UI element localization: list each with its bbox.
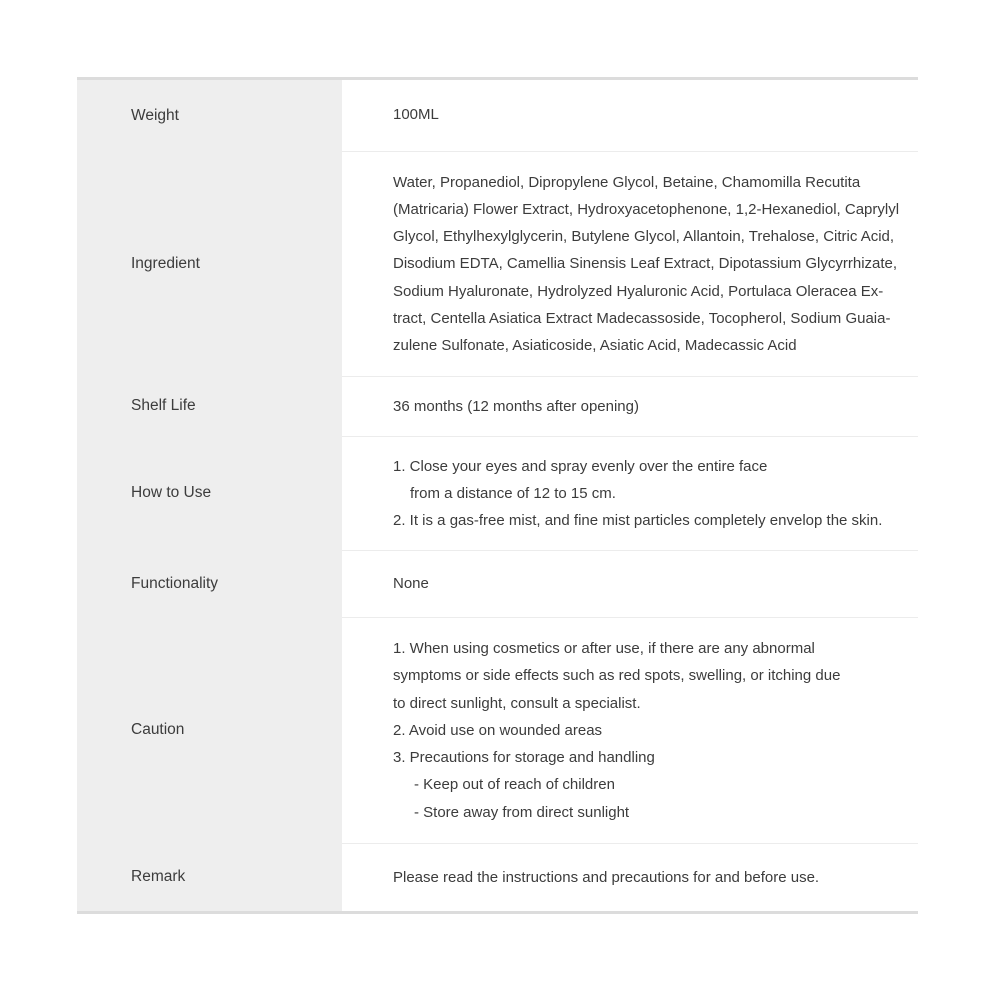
value-line: zulene Sulfonate, Asiaticoside, Asiatic Acid, Madecassic Acid — [393, 337, 797, 354]
value-line: 36 months (12 months after opening) — [393, 397, 639, 415]
value-line: Disodium EDTA, Camellia Sinensis Leaf Extract, Dipotassium Glycyrrhizate, — [393, 255, 898, 273]
value-line: from a distance of 12 to 15 cm. — [410, 484, 616, 502]
spec-row-remark — [77, 843, 918, 911]
spec-row-caution — [77, 617, 918, 843]
value-line: 3. Precautions for storage and handling — [393, 749, 655, 767]
spec-label: Weight — [77, 80, 342, 151]
value-line: 2. It is a gas-free mist, and fine mist particles completely envelop the skin. — [393, 512, 883, 530]
value-line: 1. When using cosmetics or after use, if there are any abnormal — [393, 640, 815, 658]
spec-row-shelf-life — [77, 376, 918, 436]
value-line: - Keep out of reach of children — [414, 776, 615, 794]
spec-row-ingredient — [77, 151, 918, 376]
spec-value — [342, 80, 918, 151]
value-line: 100ML — [393, 105, 439, 123]
spec-label: How to Use — [77, 436, 342, 550]
spec-value — [342, 151, 918, 376]
spec-label: Remark — [77, 843, 342, 911]
value-line: 1. Close your eyes and spray evenly over the entire face — [393, 457, 768, 475]
value-line: tract, Centella Asiatica Extract Madecassoside, Tocopherol, Sodium Guaia- — [393, 309, 891, 327]
spec-label: Ingredient — [77, 151, 342, 376]
product-spec-table — [77, 77, 918, 914]
value-line: (Matricaria) Flower Extract, Hydroxyacetophenone, 1,2-Hexanediol, Caprylyl — [393, 200, 900, 218]
value-line: - Store away from direct sunlight — [414, 803, 630, 821]
spec-value — [342, 617, 918, 843]
value-line: Water, Propanediol, Dipropylene Glycol, Betaine, Chamomilla Recutita — [393, 173, 861, 191]
value-line: symptoms or side effects such as red spots, swelling, or itching due — [393, 667, 841, 685]
spec-value — [342, 550, 918, 617]
spec-value — [342, 843, 918, 911]
spec-label: Functionality — [77, 550, 342, 617]
value-line: 2. Avoid use on wounded areas — [393, 721, 603, 739]
value-line: Sodium Hyaluronate, Hydrolyzed Hyaluronic Acid, Portulaca Oleracea Ex- — [393, 282, 884, 300]
spec-row-functionality — [77, 550, 918, 617]
value-line: None — [393, 575, 429, 593]
value-line: Glycol, Ethylhexylglycerin, Butylene Glycol, Allantoin, Trehalose, Citric Acid, — [393, 228, 895, 246]
spec-value — [342, 376, 918, 436]
spec-value — [342, 436, 918, 550]
spec-row-how-to-use — [77, 436, 918, 550]
value-line: Please read the instructions and precautions for and before use. — [393, 868, 820, 886]
spec-row-weight — [77, 80, 918, 151]
spec-label: Shelf Life — [77, 376, 342, 436]
spec-label: Caution — [77, 617, 342, 843]
value-line: to direct sunlight, consult a specialist. — [393, 694, 641, 712]
